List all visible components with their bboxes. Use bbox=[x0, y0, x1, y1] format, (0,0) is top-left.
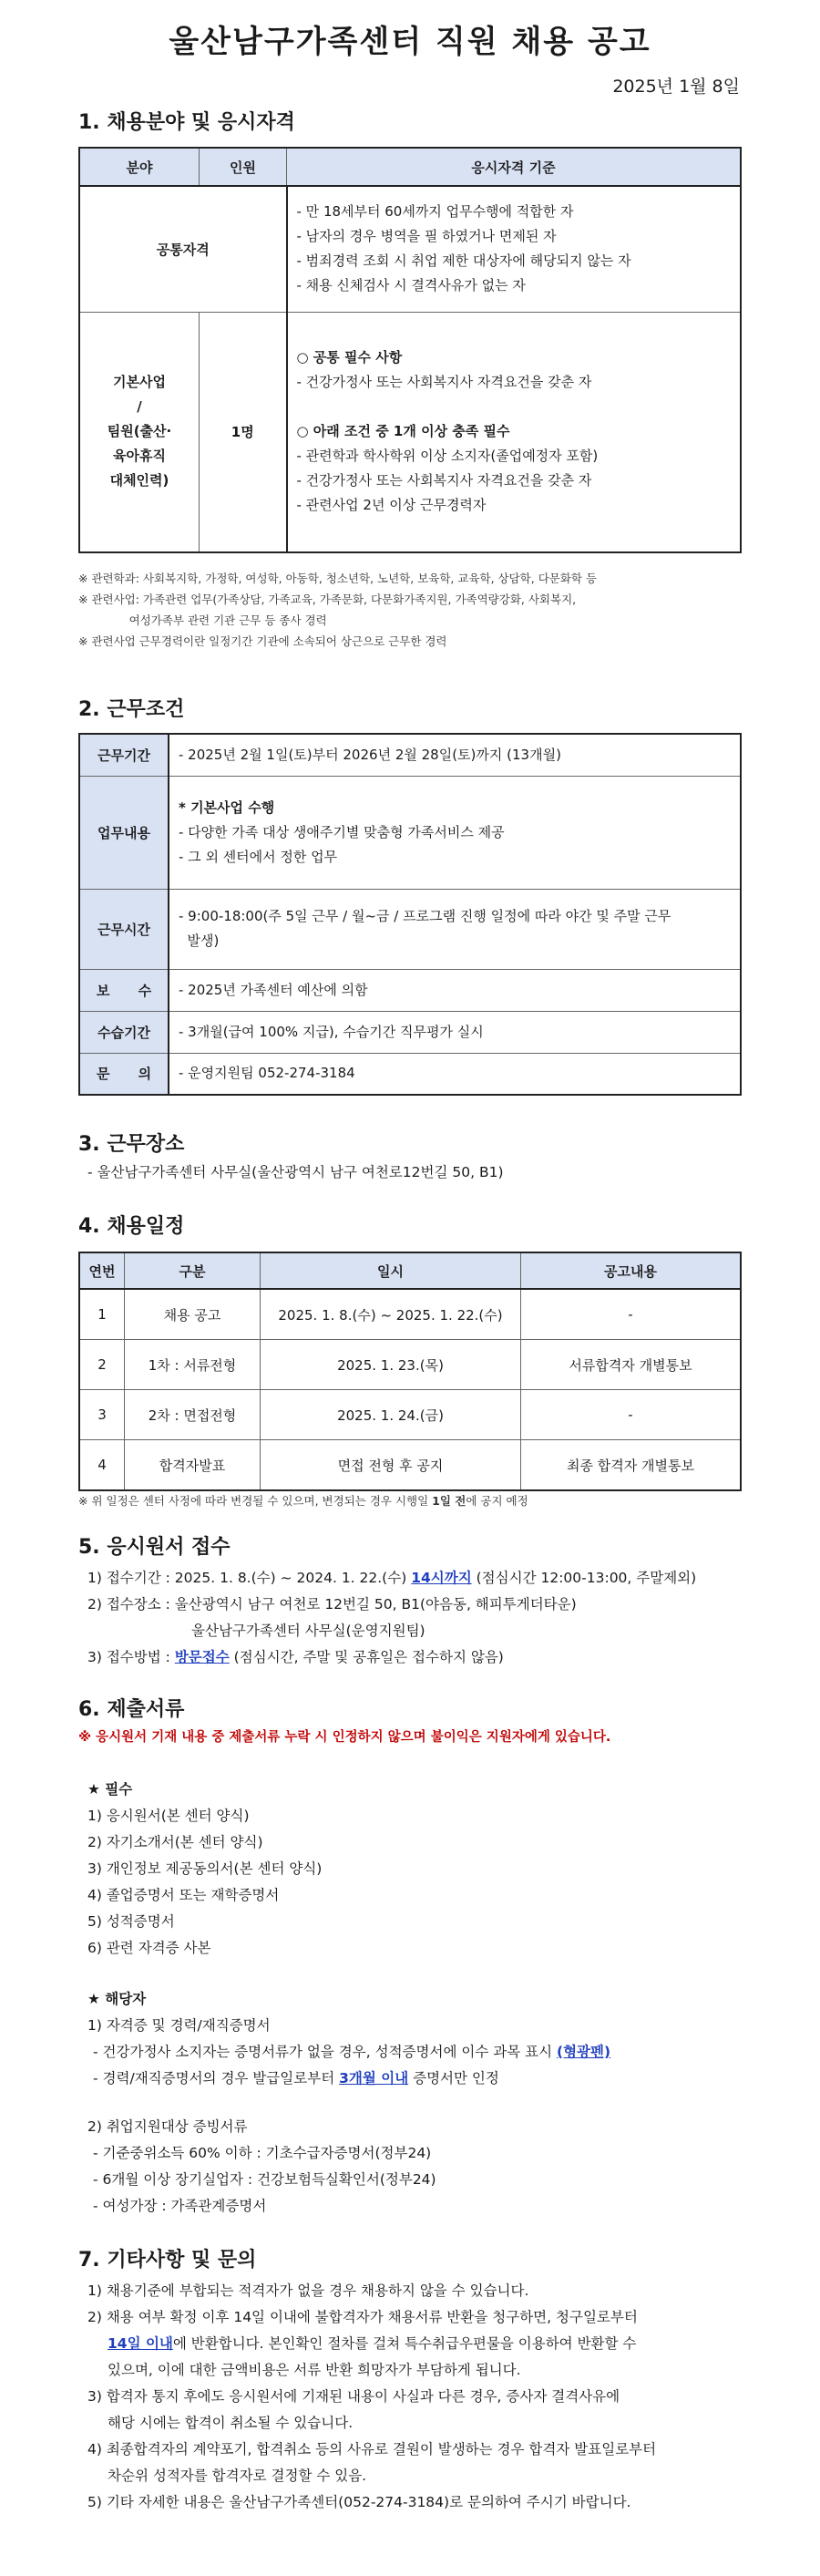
table-row bbox=[79, 1390, 741, 1440]
table-header-row bbox=[79, 1252, 741, 1289]
section-2-heading: 2. 근무조건 bbox=[78, 698, 185, 721]
list-item: 1) 채용기준에 부합되는 적격자가 없을 경우 채용하지 않을 수 있습니다. bbox=[87, 2282, 529, 2299]
list-item: 1) 응시원서(본 센터 양식) bbox=[87, 1808, 250, 1824]
qualification-table bbox=[78, 147, 742, 553]
row-label: 근무시간 bbox=[79, 889, 169, 969]
field-line: 팀원(출산· bbox=[107, 423, 172, 440]
value-line: - 다양한 가족 대상 생애주기별 맞춤형 가족서비스 제공 bbox=[179, 823, 505, 840]
cell: 채용 공고 bbox=[125, 1289, 261, 1340]
list-item: 2) 자기소개서(본 센터 양식) bbox=[87, 1834, 263, 1850]
field-line: / bbox=[137, 398, 142, 416]
list-item: - 범죄경력 조회 시 취업 제한 대상자에 해당되지 않는 자 bbox=[296, 252, 631, 270]
cell: 서류합격자 개별통보 bbox=[521, 1340, 742, 1390]
workplace-address: - 울산남구가족센터 사무실(울산광역시 남구 여천로12번길 50, B1) bbox=[87, 1164, 504, 1180]
list-item: 3) 합격자 통지 후에도 응시원서에 기재된 내용이 사실과 다른 경우, 증사자 결격사유에 bbox=[87, 2388, 620, 2405]
row-label: 문 의 bbox=[79, 1053, 169, 1095]
header-count: 인원 bbox=[200, 148, 287, 186]
cell: 2 bbox=[79, 1340, 125, 1390]
cell: - bbox=[521, 1289, 742, 1340]
position-row bbox=[79, 312, 741, 552]
field-line: 기본사업 bbox=[113, 374, 166, 391]
work-conditions-table bbox=[78, 733, 742, 1096]
receipt-place: 2) 접수장소 : 울산광역시 남구 여천로 12번길 50, B1(야음동, 해피투게더타운) bbox=[87, 1596, 577, 1613]
list-item: - 건강가정사 또는 사회복지사 자격요건을 갖춘 자 bbox=[296, 374, 592, 391]
row-value: - 2025년 가족센터 예산에 의함 bbox=[169, 969, 741, 1011]
list-item: - 채용 신체검사 시 결격사유가 없는 자 bbox=[296, 277, 526, 294]
table-row bbox=[79, 1340, 741, 1390]
receipt-period: 1) 접수기간 : 2025. 1. 8.(수) ~ 2024. 1. 22.(수) 14시까지 (점심시간 12:00-13:00, 주말제외) bbox=[87, 1570, 697, 1586]
cell: 1차 : 서류전형 bbox=[125, 1340, 261, 1390]
row-value bbox=[169, 889, 741, 969]
list-item: - 여성가장 : 가족관계증명서 bbox=[93, 2198, 267, 2214]
value-line: 발생) bbox=[179, 933, 220, 949]
list-item: - 관련학과 학사학위 이상 소지자(졸업예정자 포함) bbox=[296, 448, 599, 465]
value-line: * 기본사업 수행 bbox=[179, 799, 275, 816]
field-cell bbox=[79, 312, 200, 552]
optional-title: ★ 해당자 bbox=[87, 1991, 147, 2007]
requirement-title: ○ 아래 조건 중 1개 이상 충족 필수 bbox=[296, 423, 510, 440]
list-item: - 기준중위소득 60% 이하 : 기초수급자증명서(정부24) bbox=[93, 2145, 432, 2161]
receipt-method: 3) 접수방법 : 방문접수 (점심시간, 주말 및 공휴일은 접수하지 않음) bbox=[87, 1649, 504, 1665]
header-date: 일시 bbox=[261, 1252, 521, 1289]
field-line: 대체인력) bbox=[109, 472, 169, 489]
header-notice: 공고내용 bbox=[521, 1252, 742, 1289]
list-item: 해당 시에는 합격이 취소될 수 있습니다. bbox=[108, 2415, 354, 2431]
cell: 합격자발표 bbox=[125, 1440, 261, 1491]
list-item: - 남자의 경우 병역을 필 하였거나 면제된 자 bbox=[296, 228, 557, 245]
cell: 2025. 1. 24.(금) bbox=[261, 1390, 521, 1440]
list-item: - 6개월 이상 장기실업자 : 건강보험득실확인서(정부24) bbox=[93, 2171, 436, 2188]
list-item: - 만 18세부터 60세까지 업무수행에 적합한 자 bbox=[296, 203, 574, 221]
row-value: - 3개월(급여 100% 지급), 수습기간 직무평가 실시 bbox=[169, 1011, 741, 1053]
note: ※ 관련사업: 가족관련 업무(가족상담, 가족교육, 가족문화, 다문화가족지원, 가족역량강화, 사회복지, bbox=[78, 592, 577, 606]
cell: 2025. 1. 8.(수) ~ 2025. 1. 22.(수) bbox=[261, 1289, 521, 1340]
note: 여성가족부 관련 기관 근무 등 종사 경력 bbox=[78, 613, 327, 627]
common-qualification-row bbox=[79, 186, 741, 312]
header-field: 분야 bbox=[79, 148, 200, 186]
table-row bbox=[79, 1440, 741, 1491]
table-row bbox=[79, 1289, 741, 1340]
common-items bbox=[287, 186, 742, 312]
list-item: 차순위 성적자를 합격자로 결정할 수 있음. bbox=[108, 2468, 367, 2484]
row-value: - 2025년 2월 1일(토)부터 2026년 2월 28일(토)까지 (13개월) bbox=[169, 734, 741, 776]
header-no: 연번 bbox=[79, 1252, 125, 1289]
row-label: 수습기간 bbox=[79, 1011, 169, 1053]
cell: 1 bbox=[79, 1289, 125, 1340]
required-title: ★ 필수 bbox=[87, 1781, 133, 1798]
list-item: 4) 졸업증명서 또는 재학증명서 bbox=[87, 1887, 280, 1903]
note: ※ 관련학과: 사회복지학, 가정학, 여성학, 아동학, 청소년학, 노년학, 보육학, 교육학, 상담학, 다문화학 등 bbox=[78, 572, 598, 585]
schedule-note: ※ 위 일정은 센터 사정에 따라 변경될 수 있으며, 변경되는 경우 시행일 1일 전에 공지 예정 bbox=[78, 1494, 528, 1508]
requirement-title: ○ 공통 필수 사항 bbox=[296, 349, 403, 366]
cell: 4 bbox=[79, 1440, 125, 1491]
row-label: 보 수 bbox=[79, 969, 169, 1011]
list-item: 3) 개인정보 제공동의서(본 센터 양식) bbox=[87, 1860, 323, 1877]
row-label: 업무내용 bbox=[79, 776, 169, 889]
list-item: 14일 이내에 반환합니다. 본인확인 절차를 걸쳐 특수취급우편물을 이용하여 반환할 수 bbox=[108, 2335, 637, 2352]
list-item: - 건강가정사 또는 사회복지사 자격요건을 갖춘 자 bbox=[296, 472, 592, 489]
schedule-table bbox=[78, 1252, 742, 1491]
table-row bbox=[79, 1011, 741, 1053]
list-item: - 건강가정사 소지자는 증명서류가 없을 경우, 성적증명서에 이수 과목 표시 (형광펜) bbox=[93, 2044, 611, 2060]
list-item: 4) 최종합격자의 계약포기, 합격취소 등의 사유로 결원이 발생하는 경우 합격자 발표일로부터 bbox=[87, 2441, 657, 2458]
field-line: 육아휴직 bbox=[113, 448, 166, 465]
note: ※ 관련사업 근무경력이란 일정기간 기관에 소속되어 상근으로 근무한 경력 bbox=[78, 634, 447, 648]
row-value bbox=[169, 776, 741, 889]
notice-date: 2025년 1월 8일 bbox=[612, 77, 740, 97]
warning-text: ※ 응시원서 기재 내용 중 제출서류 누락 시 인정하지 않으며 불이익은 지원자에게 있습니다. bbox=[78, 1730, 611, 1745]
cell: - bbox=[521, 1390, 742, 1440]
section-6-heading: 6. 제출서류 bbox=[78, 1698, 185, 1721]
header-criteria: 응시자격 기준 bbox=[287, 148, 742, 186]
table-row bbox=[79, 776, 741, 889]
cell: 2025. 1. 23.(목) bbox=[261, 1340, 521, 1390]
cell: 최종 합격자 개별통보 bbox=[521, 1440, 742, 1491]
row-label: 근무기간 bbox=[79, 734, 169, 776]
list-item: 5) 기타 자세한 내용은 울산남구가족센터(052-274-3184)로 문의하여 주시기 바랍니다. bbox=[87, 2494, 631, 2510]
section-5-heading: 5. 응시원서 접수 bbox=[78, 1536, 231, 1559]
list-item: 6) 관련 자격증 사본 bbox=[87, 1940, 211, 1956]
list-item: 5) 성적증명서 bbox=[87, 1913, 175, 1930]
value-line: - 그 외 센터에서 정한 업무 bbox=[179, 848, 338, 865]
header-type: 구분 bbox=[125, 1252, 261, 1289]
table-header-row bbox=[79, 148, 741, 186]
table-row bbox=[79, 734, 741, 776]
list-item: 2) 취업지원대상 증빙서류 bbox=[87, 2118, 248, 2135]
list-item: 2) 채용 여부 확정 이후 14일 이내에 불합격자가 채용서류 반환을 청구하면, 청구일로부터 bbox=[87, 2309, 638, 2325]
list-item: - 경력/재직증명서의 경우 발급일로부터 3개월 이내 증명서만 인정 bbox=[93, 2070, 499, 2087]
list-item: - 관련사업 2년 이상 근무경력자 bbox=[296, 497, 487, 514]
common-label: 공통자격 bbox=[79, 186, 287, 312]
list-item: 있으며, 이에 대한 금액비용은 서류 반환 희망자가 부담하게 됩니다. bbox=[108, 2362, 521, 2378]
value-line: - 9:00-18:00(주 5일 근무 / 월~금 / 프로그램 진행 일정에 따라 야간 및 주말 근무 bbox=[179, 908, 671, 924]
page-title: 울산남구가족센터 직원 채용 공고 bbox=[169, 24, 651, 60]
list-item: 1) 자격증 및 경력/재직증명서 bbox=[87, 2017, 271, 2034]
receipt-place-office: 울산남구가족센터 사무실(운영지원팀) bbox=[191, 1623, 425, 1639]
section-1-heading: 1. 채용분야 및 응시자격 bbox=[78, 111, 295, 134]
cell: 3 bbox=[79, 1390, 125, 1440]
section-7-heading: 7. 기타사항 및 문의 bbox=[78, 2249, 257, 2272]
section-4-heading: 4. 채용일정 bbox=[78, 1215, 185, 1238]
row-value: - 운영지원팀 052-274-3184 bbox=[169, 1053, 741, 1095]
section-3-heading: 3. 근무장소 bbox=[78, 1133, 185, 1156]
table-row bbox=[79, 1053, 741, 1095]
requirements-cell bbox=[287, 312, 742, 552]
table-row bbox=[79, 969, 741, 1011]
count-cell: 1명 bbox=[200, 312, 287, 552]
cell: 면접 전형 후 공지 bbox=[261, 1440, 521, 1491]
cell: 2차 : 면접전형 bbox=[125, 1390, 261, 1440]
table-row bbox=[79, 889, 741, 969]
